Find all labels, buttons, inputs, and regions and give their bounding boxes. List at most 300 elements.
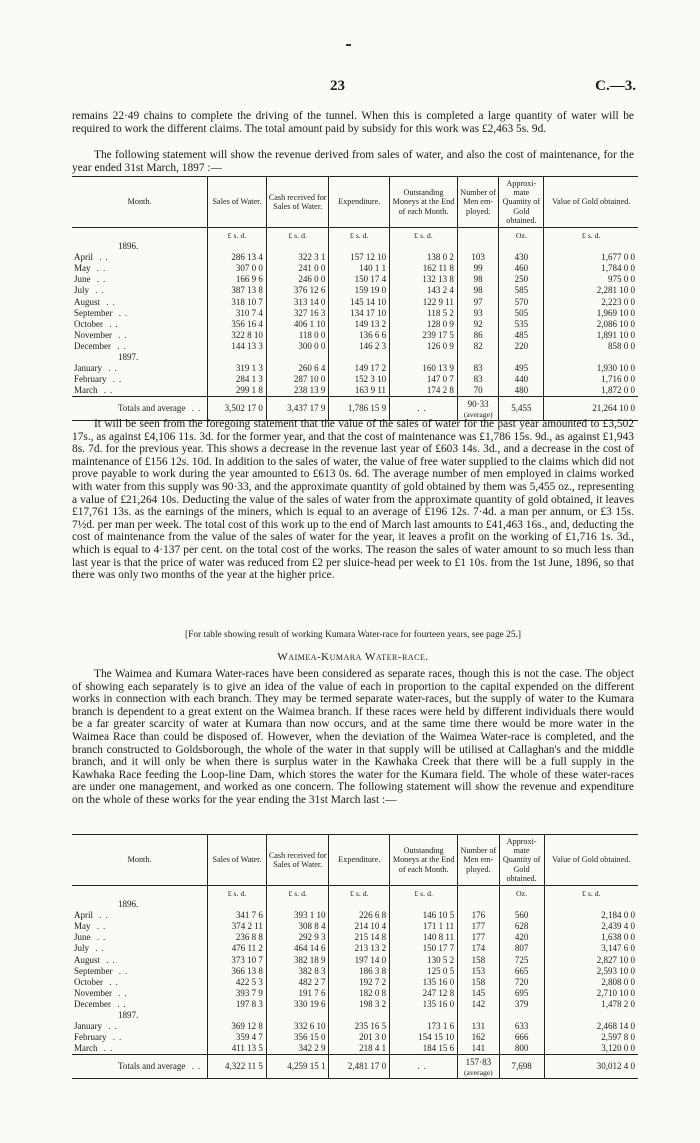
cash-cell: 287 10 0 (266, 374, 329, 385)
column-header: Value of Gold obtained. (544, 835, 638, 886)
outstanding-cell: 184 15 6 (390, 1043, 458, 1055)
unit-label: Oz. (499, 886, 544, 900)
month-cell (72, 308, 208, 319)
men-cell: 177 (458, 921, 500, 932)
table-row (72, 330, 638, 341)
leader-dots: .. (103, 976, 122, 987)
paragraph-statement-intro: The following statement will show the revenue derived from sales of water, and also the cost of maintenance, for the year ended 31st March, 1897 :— (72, 149, 634, 174)
column-header: Value of Gold obtained. (544, 177, 638, 228)
month-cell (72, 374, 208, 385)
gold-quantity-cell: 480 (499, 385, 544, 397)
month-label: May (74, 921, 91, 932)
men-cell: 145 (458, 988, 500, 999)
gold-quantity-cell: 420 (499, 932, 544, 943)
men-cell: 93 (457, 308, 498, 319)
cash-cell: 382 18 9 (266, 955, 329, 966)
year-label: 1897. (118, 1010, 139, 1021)
totals-label-text: Totals and average (118, 1061, 186, 1072)
outstanding-cell: 154 15 10 (390, 1032, 458, 1043)
expenditure-cell: 163 9 11 (329, 385, 390, 397)
totals-label-text: Totals and average (118, 403, 186, 414)
column-header: Cash received for Sales of Water. (266, 177, 329, 228)
paragraph-waimea: The Waimea and Kumara Water-races have been considered as separate races, though this is not the case. The object of showing each separately is to give an idea of the value of each in proportion to the capital expended on the different works in connection with each branch. They may be termed separate water-races, but the supply of water to the Kumara branch is dependent to a great extent on the Waimea branch. If these races were held by different individuals there would be a far greater scarcity of water at Kumara than now occurs, and at the same time there would be more water in the Waimea Race than could be disposed of. However, when the deviation of the Waimea Water-race is completed, and the branch constructed to Goldsborough, the whole of the water in that supply will be utilised at Callaghan's and the middle branch, and it will only be when there is surplus water in the Kawhaka Creek that there will be a full supply in the Kawhaka Race feeding the Loop-line Dam, which stores the water for the Kumara field. The whole of these water-races are under one management, and worked as one concern. The following statement will show the revenue and expenditure on the whole of these works for the year ending the 31st March last :— (72, 668, 634, 806)
table-row (72, 955, 638, 966)
outstanding-cell: 140 8 11 (390, 932, 458, 943)
month-cell (72, 252, 208, 263)
sales-cell: 387 13 8 (208, 285, 267, 296)
blank-cell (544, 241, 638, 252)
paragraph-tunnel: remains 22·49 chains to complete the driving of the tunnel. When this is completed a large quantity of water will be required to work the different claims. The total amount paid by subsidy for this work was £2,463 5s. 9d. (72, 110, 634, 135)
men-cell: 98 (457, 274, 498, 285)
table-body (72, 228, 638, 421)
cash-cell: 322 3 1 (266, 252, 329, 263)
expenditure-cell: 213 13 2 (329, 943, 390, 954)
sales-cell: 322 8 10 (208, 330, 267, 341)
average-men-value: 90·33 (467, 399, 489, 410)
gold-quantity-cell: 807 (499, 943, 544, 954)
total-expenditure: 2,481 17 0 (329, 1055, 390, 1078)
table-row (72, 285, 638, 296)
column-header: Expenditure. (329, 835, 390, 886)
column-header: Outstanding Moneys at the End of each Month. (390, 835, 458, 886)
sales-cell: 286 13 4 (208, 252, 267, 263)
month-label: September (74, 965, 113, 976)
cash-cell: 327 16 3 (266, 308, 329, 319)
gold-value-cell: 2,710 10 0 (544, 988, 638, 999)
sales-cell: 310 7 4 (208, 308, 267, 319)
leader-dots: .. (102, 1021, 121, 1032)
blank-cell (499, 241, 544, 252)
table-row (72, 297, 638, 308)
outstanding-cell: 135 16 0 (390, 977, 458, 988)
leader-dots: .. (185, 1061, 205, 1072)
gold-value-cell: 2,593 10 0 (544, 966, 638, 977)
leader-dots: .. (106, 374, 126, 385)
column-header: Sales of Water. (208, 835, 267, 886)
outstanding-cell: 160 13 9 (390, 363, 458, 374)
leader-dots: .. (185, 403, 205, 414)
gold-value-cell: 2,281 10 0 (544, 285, 638, 296)
leader-dots: .. (100, 296, 119, 307)
expenditure-cell: 136 6 6 (329, 330, 390, 341)
month-label: January (74, 1021, 102, 1032)
total-expenditure: 1,786 15 9 (329, 397, 390, 420)
blank-cell (329, 1010, 390, 1021)
column-header: Outstanding Moneys at the End of each Month. (390, 177, 458, 228)
page-mark (346, 44, 351, 46)
sales-cell: 166 9 6 (208, 274, 267, 285)
expenditure-cell: 146 2 3 (329, 341, 390, 352)
blank-cell (544, 899, 638, 910)
sales-cell: 393 7 9 (208, 988, 267, 999)
gold-quantity-cell: 585 (499, 285, 544, 296)
unit-label: £ s. d. (329, 886, 390, 900)
leader-dots: .. (112, 329, 131, 340)
total-outstanding (390, 1055, 458, 1078)
blank-cell (499, 899, 544, 910)
gold-value-cell: 1,930 10 0 (544, 363, 638, 374)
unit-label: £ s. d. (208, 886, 267, 900)
outstanding-cell: 173 1 6 (390, 1021, 458, 1032)
gold-quantity-cell: 379 (499, 999, 544, 1010)
gold-value-cell: 1,677 0 0 (544, 252, 638, 263)
month-cell (72, 363, 208, 374)
table-row (72, 308, 638, 319)
gold-value-cell: 1,716 0 0 (544, 374, 638, 385)
men-cell: 99 (457, 263, 498, 274)
year-label: 1896. (118, 899, 139, 910)
year-row (72, 352, 638, 363)
month-cell (72, 999, 208, 1010)
sales-cell: 144 13 3 (208, 341, 267, 352)
year-row (72, 1010, 638, 1021)
cash-cell: 260 6 4 (266, 363, 329, 374)
month-label: March (74, 1043, 98, 1054)
unit-label: £ s. d. (390, 886, 458, 900)
outstanding-cell: 162 11 8 (390, 263, 458, 274)
gold-quantity-cell: 485 (499, 330, 544, 341)
table-row (72, 274, 638, 285)
total-gold-value: 21,264 10 0 (544, 397, 638, 420)
blank-cell (457, 228, 498, 242)
men-cell: 131 (458, 1021, 500, 1032)
sales-cell: 197 8 3 (208, 999, 267, 1010)
expenditure-cell: 186 3 8 (329, 966, 390, 977)
blank-cell (458, 886, 500, 900)
table-row (72, 988, 638, 999)
year-row (72, 241, 638, 252)
cash-cell: 342 2 9 (266, 1043, 329, 1055)
cash-cell: 300 0 0 (266, 341, 329, 352)
expenditure-cell: 215 14 8 (329, 932, 390, 943)
month-cell (72, 921, 208, 932)
table-row (72, 943, 638, 954)
month-label: April (74, 910, 93, 921)
cash-cell: 482 2 7 (266, 977, 329, 988)
column-header: Expenditure. (329, 177, 390, 228)
total-gold-quantity: 7,698 (499, 1055, 544, 1078)
totals-row (72, 1055, 638, 1078)
blank-cell (329, 241, 390, 252)
blank-cell (266, 241, 329, 252)
outstanding-cell: 130 5 2 (390, 955, 458, 966)
leader-dots: .. (417, 1061, 430, 1072)
month-label: November (74, 329, 112, 340)
leader-dots: .. (103, 318, 122, 329)
year-row (72, 899, 638, 910)
table-row (72, 966, 638, 977)
sales-cell: 359 4 7 (208, 1032, 267, 1043)
expenditure-cell: 134 17 10 (329, 308, 390, 319)
sales-cell: 284 1 3 (208, 374, 267, 385)
gold-quantity-cell: 495 (499, 363, 544, 374)
cash-cell: 191 7 6 (266, 988, 329, 999)
year-label: 1896. (118, 241, 139, 252)
leader-dots: .. (90, 263, 110, 274)
gold-quantity-cell: 440 (499, 374, 544, 385)
waimea-kumara-revenue-table (72, 834, 638, 1079)
gold-quantity-cell: 570 (499, 297, 544, 308)
outstanding-cell: 132 13 8 (390, 274, 458, 285)
column-header: Number of Men em-ployed. (458, 835, 500, 886)
leader-dots: .. (106, 1032, 126, 1043)
unit-label: £ s. d. (208, 228, 267, 242)
month-label: February (74, 1032, 107, 1043)
gold-quantity-cell: 633 (499, 1021, 544, 1032)
expenditure-cell: 149 13 2 (329, 319, 390, 330)
leader-dots: .. (110, 998, 130, 1009)
outstanding-cell: 135 16 0 (390, 999, 458, 1010)
gold-quantity-cell: 505 (499, 308, 544, 319)
expenditure-cell: 197 14 0 (329, 955, 390, 966)
section-heading: Waimea-Kumara Water-race. (277, 651, 429, 663)
leader-dots: .. (89, 285, 108, 296)
leader-dots: .. (112, 307, 132, 318)
month-label: July (74, 943, 90, 954)
leader-dots: .. (90, 274, 110, 285)
leader-dots: .. (100, 954, 119, 965)
table-row (72, 921, 638, 932)
cash-cell: 308 8 4 (266, 921, 329, 932)
table-row (72, 319, 638, 330)
column-header: Approxi-mate Quantity of Gold obtained. (499, 177, 544, 228)
gold-value-cell: 2,597 8 0 (544, 1032, 638, 1043)
sales-cell: 476 11 2 (208, 943, 267, 954)
totals-label (72, 1055, 208, 1078)
sales-cell: 236 8 8 (208, 932, 267, 943)
expenditure-cell: 157 12 10 (329, 252, 390, 263)
blank-cell (208, 352, 267, 363)
gold-value-cell: 2,439 4 0 (544, 921, 638, 932)
gold-quantity-cell: 560 (499, 910, 544, 921)
men-cell: 103 (457, 252, 498, 263)
cash-cell: 118 0 0 (266, 330, 329, 341)
leader-dots: .. (97, 385, 117, 396)
men-cell: 162 (458, 1032, 500, 1043)
month-label: August (74, 954, 101, 965)
month-cell (72, 319, 208, 330)
sales-cell: 366 13 8 (208, 966, 267, 977)
outstanding-cell: 171 1 11 (390, 921, 458, 932)
blank-cell (72, 886, 208, 900)
month-label: June (74, 932, 91, 943)
men-cell: 86 (457, 330, 498, 341)
month-cell (72, 285, 208, 296)
cash-cell: 238 13 9 (266, 385, 329, 397)
total-cash: 3,437 17 9 (266, 397, 329, 420)
blank-cell (266, 899, 329, 910)
gold-value-cell: 1,891 10 0 (544, 330, 638, 341)
gold-value-cell: 1,478 2 0 (544, 999, 638, 1010)
table-row (72, 1043, 638, 1055)
month-cell (72, 932, 208, 943)
month-cell (72, 274, 208, 285)
month-cell (72, 910, 208, 921)
month-label: July (74, 285, 90, 296)
table-row (72, 1032, 638, 1043)
men-cell: 83 (457, 374, 498, 385)
leader-dots: .. (110, 340, 130, 351)
leader-dots: .. (93, 252, 112, 263)
gold-value-cell: 1,969 10 0 (544, 308, 638, 319)
month-cell (72, 943, 208, 954)
sales-cell: 341 7 6 (208, 910, 267, 921)
unit-label: £ s. d. (544, 886, 638, 900)
expenditure-cell: 140 1 1 (329, 263, 390, 274)
month-label: June (74, 274, 91, 285)
men-cell: 176 (458, 910, 500, 921)
cash-cell: 330 19 6 (266, 999, 329, 1010)
column-header: Cash received for Sales of Water. (266, 835, 329, 886)
men-cell: 158 (458, 955, 500, 966)
month-label: October (74, 318, 103, 329)
leader-dots: .. (90, 921, 110, 932)
average-label: (average) (463, 409, 493, 419)
column-header: Month. (72, 835, 208, 886)
totals-label (72, 397, 208, 420)
gold-value-cell: 2,808 0 0 (544, 977, 638, 988)
blank-cell (499, 352, 544, 363)
blank-cell (390, 1010, 458, 1021)
men-cell: 92 (457, 319, 498, 330)
table-row (72, 341, 638, 352)
sales-cell: 411 13 5 (208, 1043, 267, 1055)
month-label: February (74, 374, 107, 385)
expenditure-cell: 214 10 4 (329, 921, 390, 932)
gold-value-cell: 3,147 6 0 (544, 943, 638, 954)
gold-value-cell: 2,184 0 0 (544, 910, 638, 921)
men-cell: 153 (458, 966, 500, 977)
average-men-value: 157·83 (465, 1057, 492, 1068)
outstanding-cell: 247 12 8 (390, 988, 458, 999)
gold-value-cell: 1,872 0 0 (544, 385, 638, 397)
month-cell (72, 988, 208, 999)
blank-cell (329, 352, 390, 363)
table-row (72, 385, 638, 397)
sales-cell: 319 1 3 (208, 363, 267, 374)
gold-quantity-cell: 628 (499, 921, 544, 932)
sales-cell: 373 10 7 (208, 955, 267, 966)
gold-value-cell: 1,638 0 0 (544, 932, 638, 943)
table-row (72, 263, 638, 274)
month-label: December (74, 340, 111, 351)
expenditure-cell: 198 3 2 (329, 999, 390, 1010)
total-outstanding (390, 397, 458, 420)
gold-quantity-cell: 460 (499, 263, 544, 274)
month-cell (72, 966, 208, 977)
column-header: Approxi-mate Quantity of Gold obtained. (499, 835, 544, 886)
month-cell (72, 1043, 208, 1055)
cash-cell: 332 6 10 (266, 1021, 329, 1032)
footnote: [For table showing result of working Kumara Water-race for fourteen years, see page 25.] (185, 630, 521, 640)
expenditure-cell: 149 17 2 (329, 363, 390, 374)
expenditure-cell: 192 7 2 (329, 977, 390, 988)
table-row (72, 977, 638, 988)
expenditure-cell: 145 14 10 (329, 297, 390, 308)
cash-cell: 376 12 6 (266, 285, 329, 296)
blank-cell (458, 1010, 500, 1021)
paragraph-analysis: It will be seen from the foregoing statement that the value of the sales of water for the past year amounted to £3,502 17s., as against £4,106 11s. 3d. for the former year, and that the cost of maintenance was £1,786 15s. 9d., as against £1,943 8s. 7d. for the previous year. This shows a decrease in the revenue last year of £603 14s. 3d., and a decrease in the cost of maintenance of £156 12s. 10d. In addition to the sales of water, the value of free water supplied to the claims which did not prove payable to work during the year amounted to £613 0s. 6d. The average number of men employed in claims worked with water from this supply was 90·33, and the approximate quantity of gold obtained by them was 5,455 oz., representing a value of £21,264 10s. Deducting the value of the sales of water from the approximate quantity of gold obtained, it leaves £17,761 13s. as the earnings of the miners, which is equal to an average of £196 12s. 7·4d. a man per annum, or £3 15s. 7½d. per man per week. The total cost of this work up to the end of March last amounts to £41,463 16s., and, deducting the cost of maintenance from the value of the sales of water for the year, it leaves a profit on the working of £1,716 1s. 3d., which is equal to 4·137 per cent. on the total cost of the works. The reason the sales of water amount to so much less than last year is that the price of water was reduced from £2 per sluice-head per week to £1 10s. from the 1st June, 1896, so that there was only two months of the year at the higher price. (72, 418, 634, 582)
gold-quantity-cell: 250 (499, 274, 544, 285)
table-row (72, 363, 638, 374)
outstanding-cell: 146 10 5 (390, 910, 458, 921)
blank-cell (266, 1010, 329, 1021)
blank-cell (390, 899, 458, 910)
gold-quantity-cell: 800 (499, 1043, 544, 1055)
sales-cell: 422 5 3 (208, 977, 267, 988)
table-row (72, 910, 638, 921)
unit-label: £ s. d. (544, 228, 638, 242)
table-row (72, 999, 638, 1010)
cash-cell: 241 0 0 (266, 263, 329, 274)
gold-value-cell: 2,223 0 0 (544, 297, 638, 308)
year-label: 1897. (118, 352, 139, 363)
outstanding-cell: 118 5 2 (390, 308, 458, 319)
outstanding-cell: 122 9 11 (390, 297, 458, 308)
month-cell (72, 385, 208, 397)
units-row (72, 228, 638, 242)
men-cell: 97 (457, 297, 498, 308)
cash-cell: 292 9 3 (266, 932, 329, 943)
gold-quantity-cell: 220 (499, 341, 544, 352)
sales-cell: 356 16 4 (208, 319, 267, 330)
column-header: Month. (72, 177, 208, 228)
month-cell (72, 977, 208, 988)
month-cell (72, 1021, 208, 1032)
gold-value-cell: 2,086 10 0 (544, 319, 638, 330)
cash-cell: 246 0 0 (266, 274, 329, 285)
cash-cell: 382 8 3 (266, 966, 329, 977)
outstanding-cell: 174 2 8 (390, 385, 458, 397)
page-number: 23 (330, 78, 345, 94)
gold-value-cell: 1,784 0 0 (544, 263, 638, 274)
month-label: November (74, 987, 112, 998)
month-cell (72, 1032, 208, 1043)
month-label: September (74, 307, 113, 318)
month-label: August (74, 296, 101, 307)
blank-cell (457, 241, 498, 252)
blank-cell (390, 352, 458, 363)
men-cell: 141 (458, 1043, 500, 1055)
cash-cell: 356 15 0 (266, 1032, 329, 1043)
outstanding-cell: 125 0 5 (390, 966, 458, 977)
table-row (72, 252, 638, 263)
gold-value-cell: 858 0 0 (544, 341, 638, 352)
month-cell (72, 330, 208, 341)
blank-cell (329, 899, 390, 910)
blank-cell (208, 899, 267, 910)
blank-cell (208, 241, 267, 252)
cash-cell: 406 1 10 (266, 319, 329, 330)
column-header: Number of Men em-ployed. (457, 177, 498, 228)
men-cell: 177 (458, 932, 500, 943)
unit-label: £ s. d. (390, 228, 458, 242)
table-body (72, 886, 638, 1079)
expenditure-cell: 152 3 10 (329, 374, 390, 385)
sales-cell: 318 10 7 (208, 297, 267, 308)
average-label: (average) (463, 1067, 493, 1077)
sales-cell: 307 0 0 (208, 263, 267, 274)
men-cell: 83 (457, 363, 498, 374)
month-label: March (74, 385, 98, 396)
sales-cell: 374 2 11 (208, 921, 267, 932)
blank-cell (544, 1010, 638, 1021)
blank-cell (72, 228, 208, 242)
men-cell: 70 (457, 385, 498, 397)
gold-value-cell: 2,827 10 0 (544, 955, 638, 966)
gold-quantity-cell: 535 (499, 319, 544, 330)
average-men (457, 397, 498, 420)
